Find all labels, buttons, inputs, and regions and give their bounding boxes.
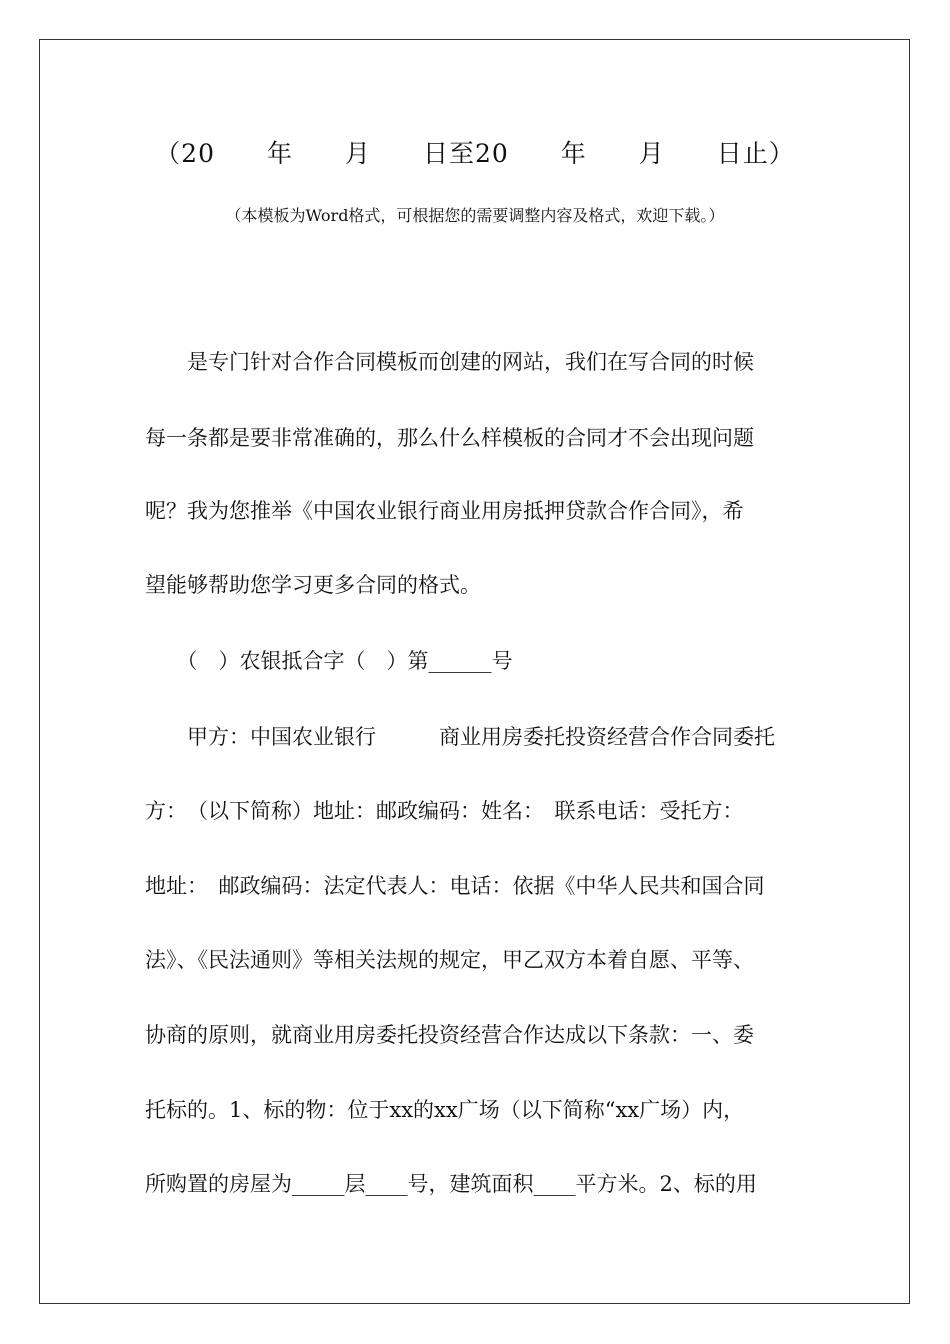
- body-line: 托标的。1、标的物：位于xx的xx广场（以下简称“xx广场）内，: [145, 1098, 745, 1122]
- party-a-line: 甲方：中国农业银行 商业用房委托投资经营合作合同委托: [145, 725, 775, 749]
- body-line: 地址： 邮政编码：法定代表人：电话：依据《中华人民共和国合同: [145, 874, 765, 898]
- body-line: 望能够帮助您学习更多合同的格式。: [145, 573, 481, 597]
- body-line: 协商的原则，就商业用房委托投资经营合作达成以下条款：一、委: [145, 1023, 754, 1047]
- contract-number-line: （ ）农银抵合字（ ）第______号: [145, 649, 513, 673]
- body-line: 呢？我为您推举《中国农业银行商业用房抵押贷款合作合同》，希: [145, 499, 744, 523]
- document-subtitle: （本模板为Word格式，可根据您的需要调整内容及格式，欢迎下载。）: [225, 206, 725, 225]
- body-line: 法》、《民法通则》等相关法规的规定，甲乙双方本着自愿、平等、: [145, 948, 754, 972]
- body-line: 是专门针对合作合同模板而创建的网站，我们在写合同的时候: [145, 350, 754, 374]
- document-title: （20 年 月 日至20 年 月 日止）: [155, 139, 795, 168]
- body-line: 所购置的房屋为_____层____号，建筑面积____平方米。2、标的用: [145, 1172, 757, 1196]
- body-line: 方： （以下简称）地址：邮政编码：姓名： 联系电话：受托方：: [145, 799, 744, 823]
- body-line: 每一条都是要非常准确的，那么什么样模板的合同才不会出现问题: [145, 426, 754, 450]
